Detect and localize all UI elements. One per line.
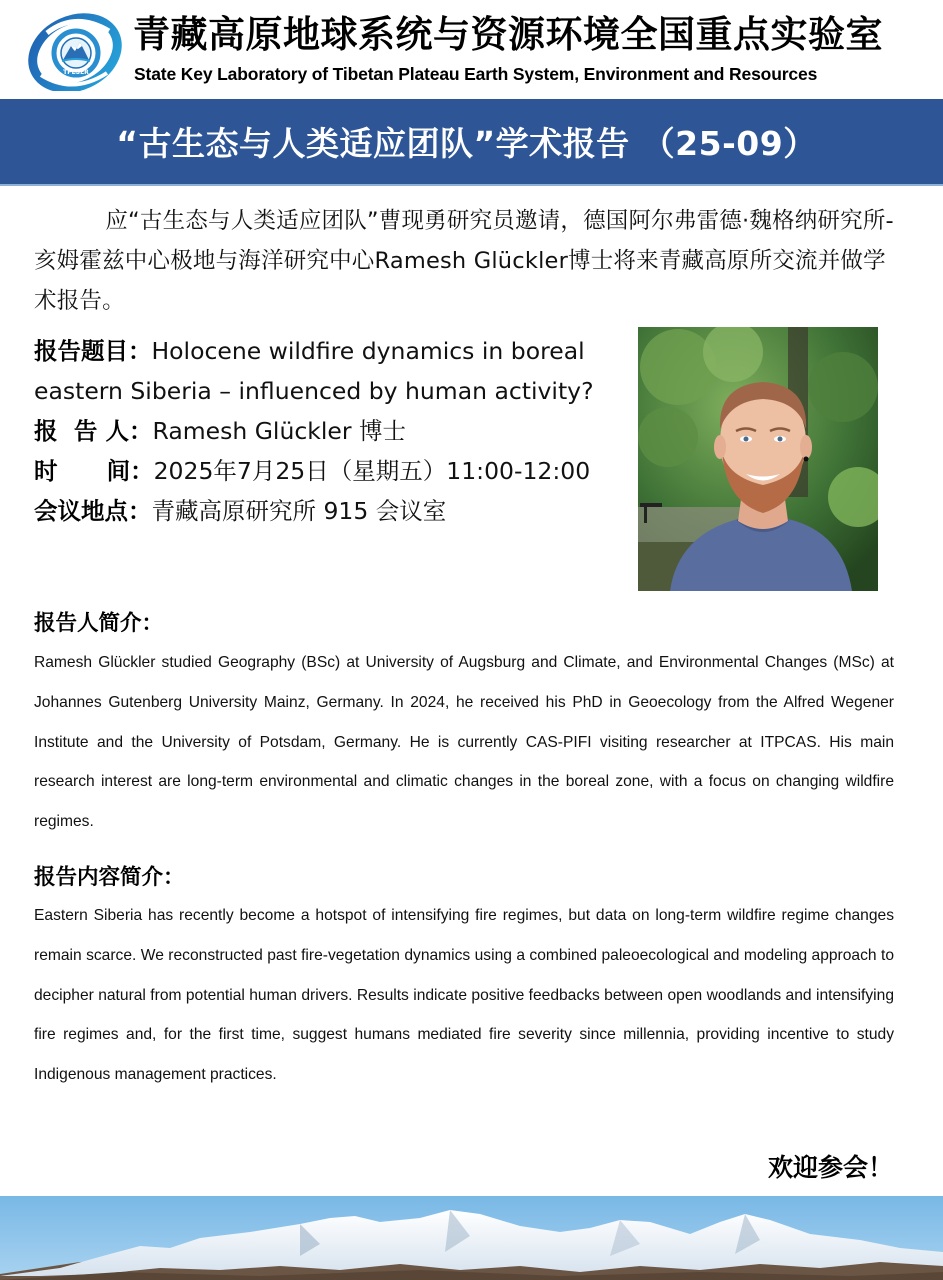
abstract-text: Eastern Siberia has recently become a hotspot of intensifying fire regimes, but data on long-term wildfire regime changes remain scarce. We reconstructed past fire-vegetation dynamics using a combined paleoecological and modeling approach to decipher natural from potential human drivers. Results indicate positive feedbacks between open woodlands and intensifying fire regimes and, for the first time, suggest humans mediated fire severity since millennia, providing incentive to study Indigenous management practices. [34, 907, 894, 1084]
lab-logo-icon [27, 13, 123, 91]
info-speaker [34, 411, 624, 451]
venue-label: 会议地点： [34, 497, 152, 525]
org-name-cn: 青藏高原地球系统与资源环境全国重点实验室 [133, 13, 883, 56]
abstract-title: 报告内容简介： [34, 865, 185, 890]
time-label: 时 间： [34, 457, 154, 485]
topic-value: Holocene wildfire dynamics in boreal eastern Siberia – influenced by human activity? [34, 337, 594, 405]
venue-value: 青藏高原研究所 915 会议室 [151, 497, 447, 525]
welcome-text: 欢迎参会！ [767, 1153, 893, 1182]
svg-text:TPESER: TPESER [63, 69, 89, 76]
mountain-banner-image [0, 1196, 943, 1280]
intro-text: 应“古生态与人类适应团队”曹现勇研究员邀请，德国阿尔弗雷德·魏格纳研究所-亥姆霍兹中心极地与海洋研究中心Ramesh Glückler博士将来青藏高原所交流并做学术报告。 [34, 208, 894, 314]
info-venue [34, 491, 624, 531]
title-banner [0, 99, 943, 186]
time-value: 2025年7月25日（星期五）11:00-12:00 [153, 457, 591, 485]
org-name-en: State Key Laboratory of Tibetan Plateau Earth System, Environment and Resources [134, 64, 818, 84]
bio-text: Ramesh Glückler studied Geography (BSc) at University of Augsburg and Climate, and Environmental Changes (MSc) at Johannes Gutenberg University Mainz, Germany. In 2024, he received his PhD in Geoecology from the Alfred Wegener Institute and the University of Potsdam, Germany. He is currently CAS-PIFI visiting researcher at ITPCAS. His main research interest are long-term environmental and climatic changes in the boreal zone, with a focus on changing wildfire regimes. [34, 654, 894, 831]
header [0, 0, 943, 98]
intro-paragraph [34, 201, 900, 321]
speaker-label: 报 告 人： [34, 417, 153, 445]
speaker-photo [638, 327, 878, 591]
info-time [34, 451, 624, 491]
seminar-title: “古生态与人类适应团队”学术报告 （25-09） [116, 124, 817, 163]
seminar-info [34, 331, 624, 531]
topic-label: 报告题目： [34, 337, 152, 365]
speaker-value: Ramesh Glückler 博士 [152, 417, 406, 445]
info-topic [34, 331, 624, 411]
bio-title: 报告人简介： [34, 611, 164, 636]
